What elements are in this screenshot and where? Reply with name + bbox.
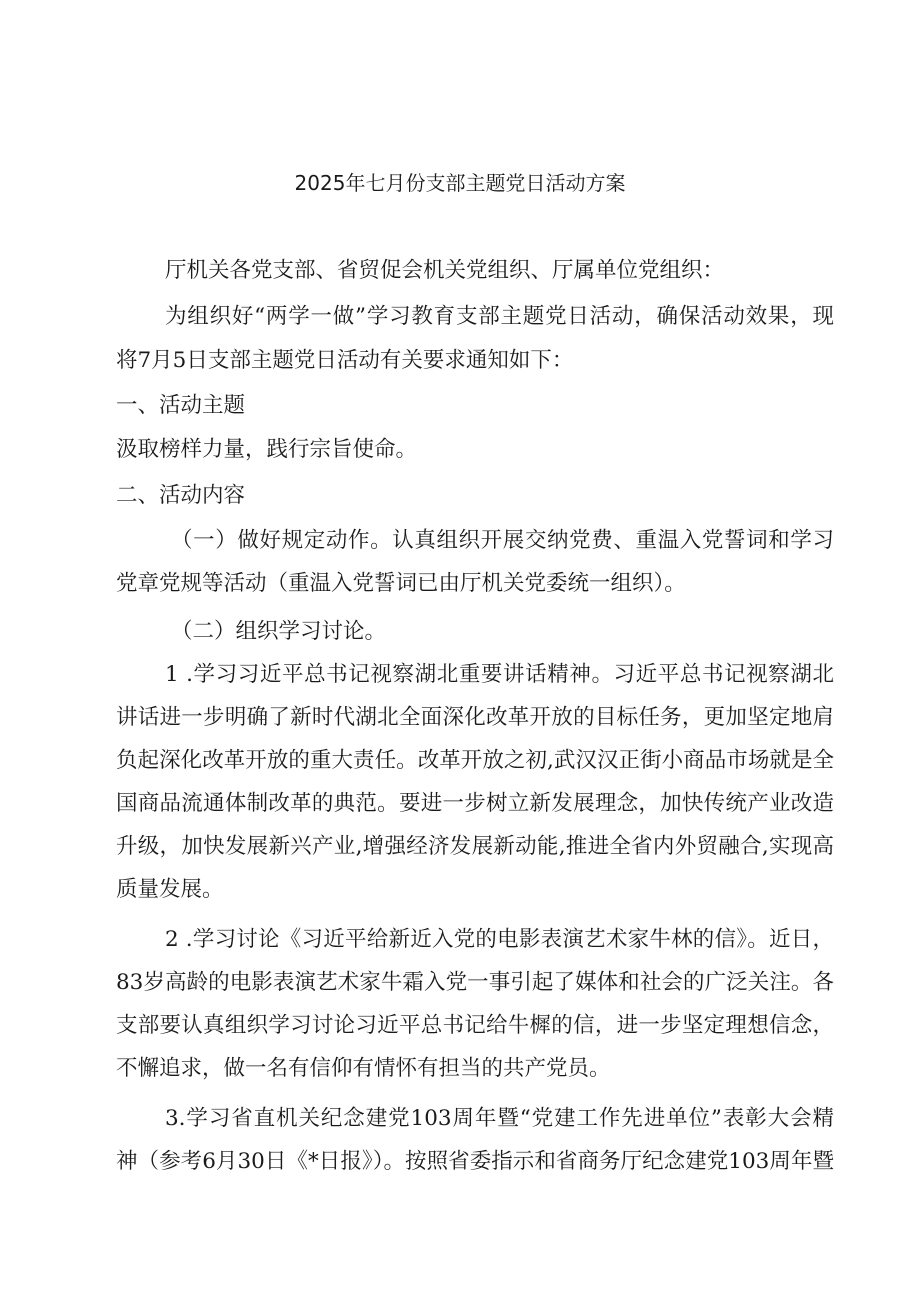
item1-line-2: 党章党规等活动（重温入党誓词已由厅机关党委统一组织）。 (116, 571, 686, 596)
point1-line-2 (116, 703, 834, 733)
point1-line-4 (116, 789, 834, 819)
item1-text-1: （一）做好规定动作。认真组织开展交纳党费、重温入党誓词和学习 (171, 528, 834, 553)
point3-line-1 (165, 1104, 834, 1134)
point2-text-2: 83岁高龄的电影表演艺术家牛霜入党一事引起了媒体和社会的广泛关注。各 (116, 970, 834, 995)
point2-text-1: 2 .学习讨论《习近平给新近入党的电影表演艺术家牛林的信》。近日， (165, 927, 834, 952)
point1-line-5 (116, 832, 834, 862)
section2-heading: 二、活动内容 (116, 483, 246, 508)
point2-line-3 (116, 1011, 834, 1041)
point3-text-1: 3.学习省直机关纪念建党103周年暨“党建工作先进单位”表彰大会精 (165, 1106, 834, 1131)
intro-line-2: 将7月5日支部主题党日活动有关要求通知如下： (116, 348, 574, 373)
section1-heading: 一、活动主题 (116, 393, 246, 418)
document-title: 2025年七月份支部主题党日活动方案 (294, 171, 626, 195)
point2-line-1 (165, 925, 834, 955)
point1-line-1 (165, 660, 834, 690)
point1-text-4: 国商品流通体制改革的典范。要进一步树立新发展理念，加快传统产业改造 (116, 791, 834, 816)
intro-text-1: 为组织好“两学一做”学习教育支部主题党日活动，确保活动效果，现 (165, 304, 834, 329)
point1-text-1: 1 .学习习近平总书记视察湖北重要讲话精神。习近平总书记视察湖北 (165, 662, 834, 687)
item1-line-1 (171, 526, 834, 556)
point1-text-5: 升级，加快发展新兴产业,增强经济发展新动能,推进全省内外贸融合,实现高 (116, 834, 834, 859)
item2-heading: （二）组织学习讨论。 (171, 619, 387, 644)
point1-text-3: 负起深化改革开放的重大责任。改革开放之初,武汉汉正街小商品市场就是全 (116, 748, 834, 773)
point2-line-4: 不懈追求，做一名有信仰有情怀有担当的共产党员。 (116, 1056, 611, 1081)
point3-text-2: 神（参考6月30日《*日报》）。按照省委指示和省商务厅纪念建党103周年暨 (116, 1149, 834, 1174)
point1-line-3 (116, 746, 834, 776)
section1-body: 汲取榜样力量，践行宗旨使命。 (116, 437, 418, 462)
point1-line-6: 质量发展。 (116, 877, 224, 902)
point3-line-2 (116, 1147, 834, 1177)
salutation: 厅机关各党支部、省贸促会机关党组织、厅属单位党组织： (165, 258, 725, 283)
point2-line-2 (116, 968, 834, 998)
intro-line-1 (165, 302, 834, 332)
point1-text-2: 讲话进一步明确了新时代湖北全面深化改革开放的目标任务，更加坚定地肩 (116, 705, 834, 730)
point2-text-3: 支部要认真组织学习讨论习近平总书记给牛樨的信，进一步坚定理想信念， (116, 1013, 834, 1038)
